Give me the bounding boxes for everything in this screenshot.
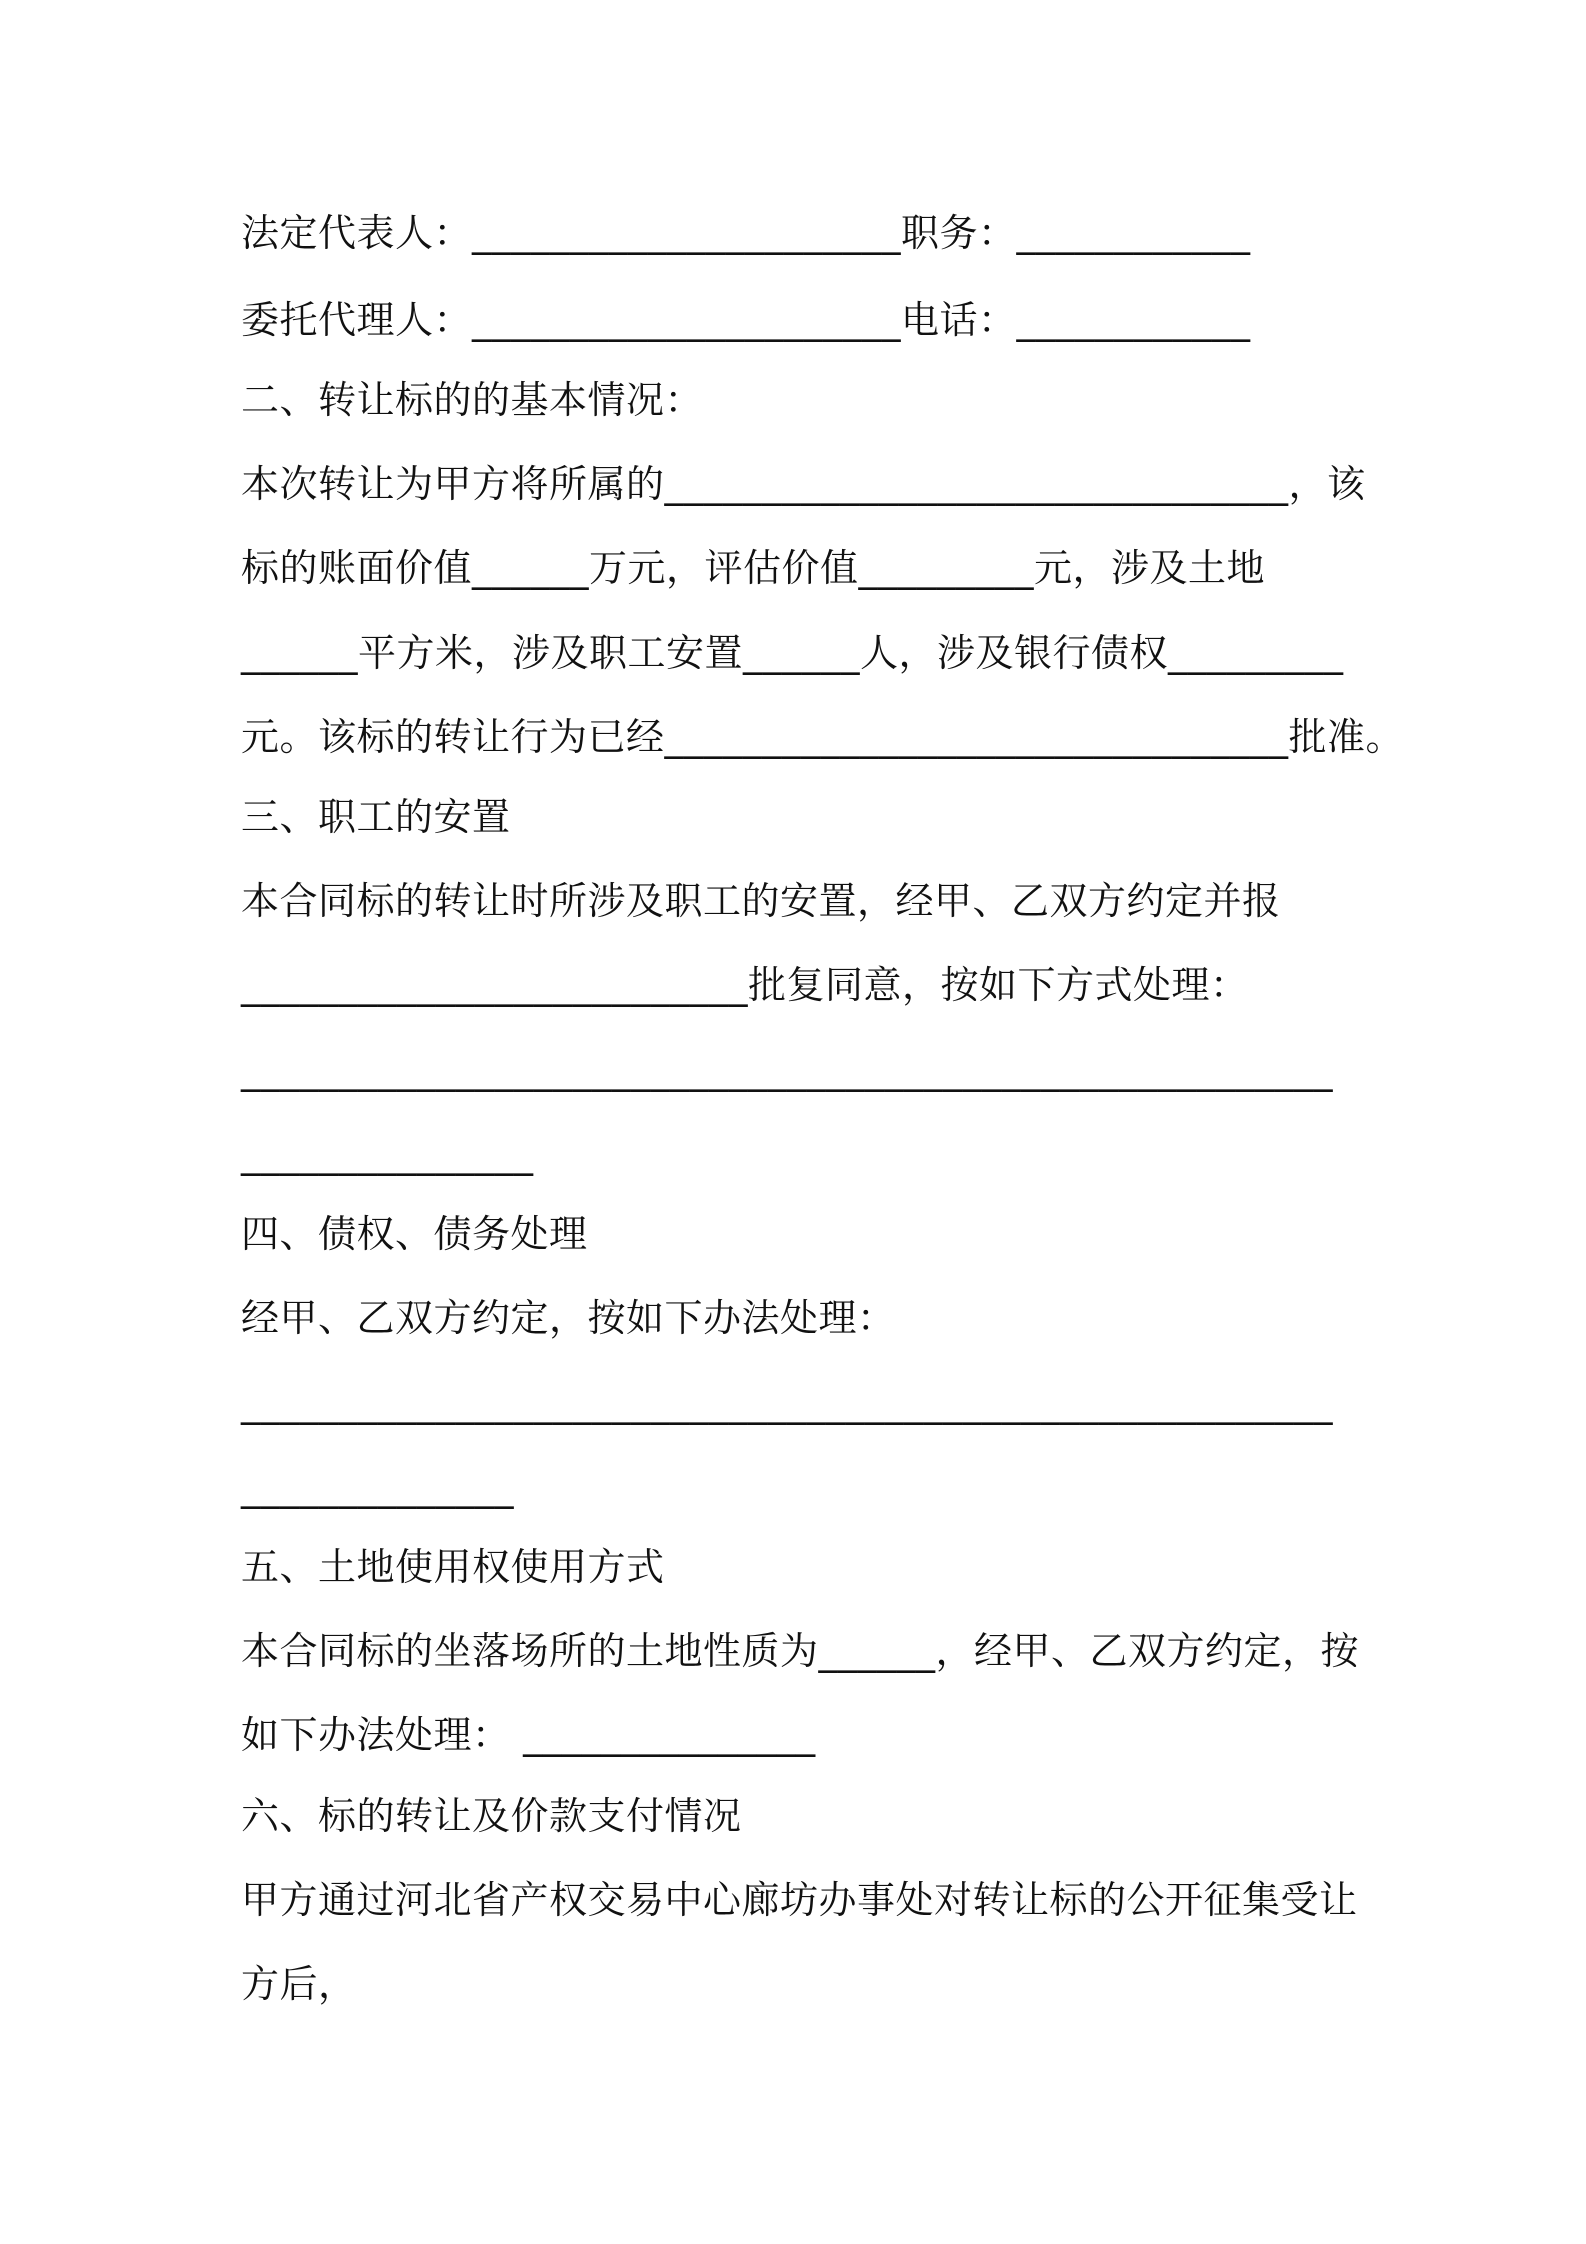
paragraph-line: 本合同标的转让时所涉及职工的安置，经甲、乙双方约定并报	[241, 879, 1281, 923]
paragraph-line: 本合同标的坐落场所的土地性质为______，经甲、乙双方约定，按	[241, 1629, 1360, 1673]
paragraph-line: 甲方通过河北省产权交易中心廊坊办事处对转让标的公开征集受让	[241, 1878, 1358, 1922]
section-5-heading: 五、土地使用权使用方式	[241, 1545, 665, 1589]
section-2-heading: 二、转让标的的基本情况：	[241, 378, 704, 422]
legal-representative-line: 法定代表人：______________________职务：____________	[241, 211, 1251, 255]
paragraph-line: 本次转让为甲方将所属的________________________________，该	[241, 462, 1366, 506]
paragraph-line: 方后，	[241, 1962, 357, 2006]
section-4-heading: 四、债权、债务处理	[241, 1212, 588, 1256]
paragraph-line: 元。该标的转让行为已经________________________________批准。	[241, 715, 1405, 759]
blank-line: ________________________________________________________	[241, 1381, 1333, 1425]
authorized-agent-line: 委托代理人：______________________电话：____________	[241, 298, 1251, 342]
blank-line: _______________	[241, 1132, 534, 1176]
paragraph-line: 标的账面价值______万元，评估价值_________元，涉及土地	[241, 546, 1266, 590]
blank-line: ________________________________________________________	[241, 1048, 1333, 1092]
section-3-heading: 三、职工的安置	[241, 795, 511, 839]
paragraph-line: ______平方米，涉及职工安置______人，涉及银行债权_________	[241, 631, 1344, 675]
paragraph-line: __________________________批复同意，按如下方式处理：	[241, 963, 1249, 1007]
blank-line: ______________	[241, 1465, 514, 1509]
section-6-heading: 六、标的转让及价款支付情况	[241, 1794, 742, 1838]
paragraph-line: 经甲、乙双方约定，按如下办法处理：	[241, 1296, 896, 1340]
paragraph-line: 如下办法处理： _______________	[241, 1713, 816, 1757]
